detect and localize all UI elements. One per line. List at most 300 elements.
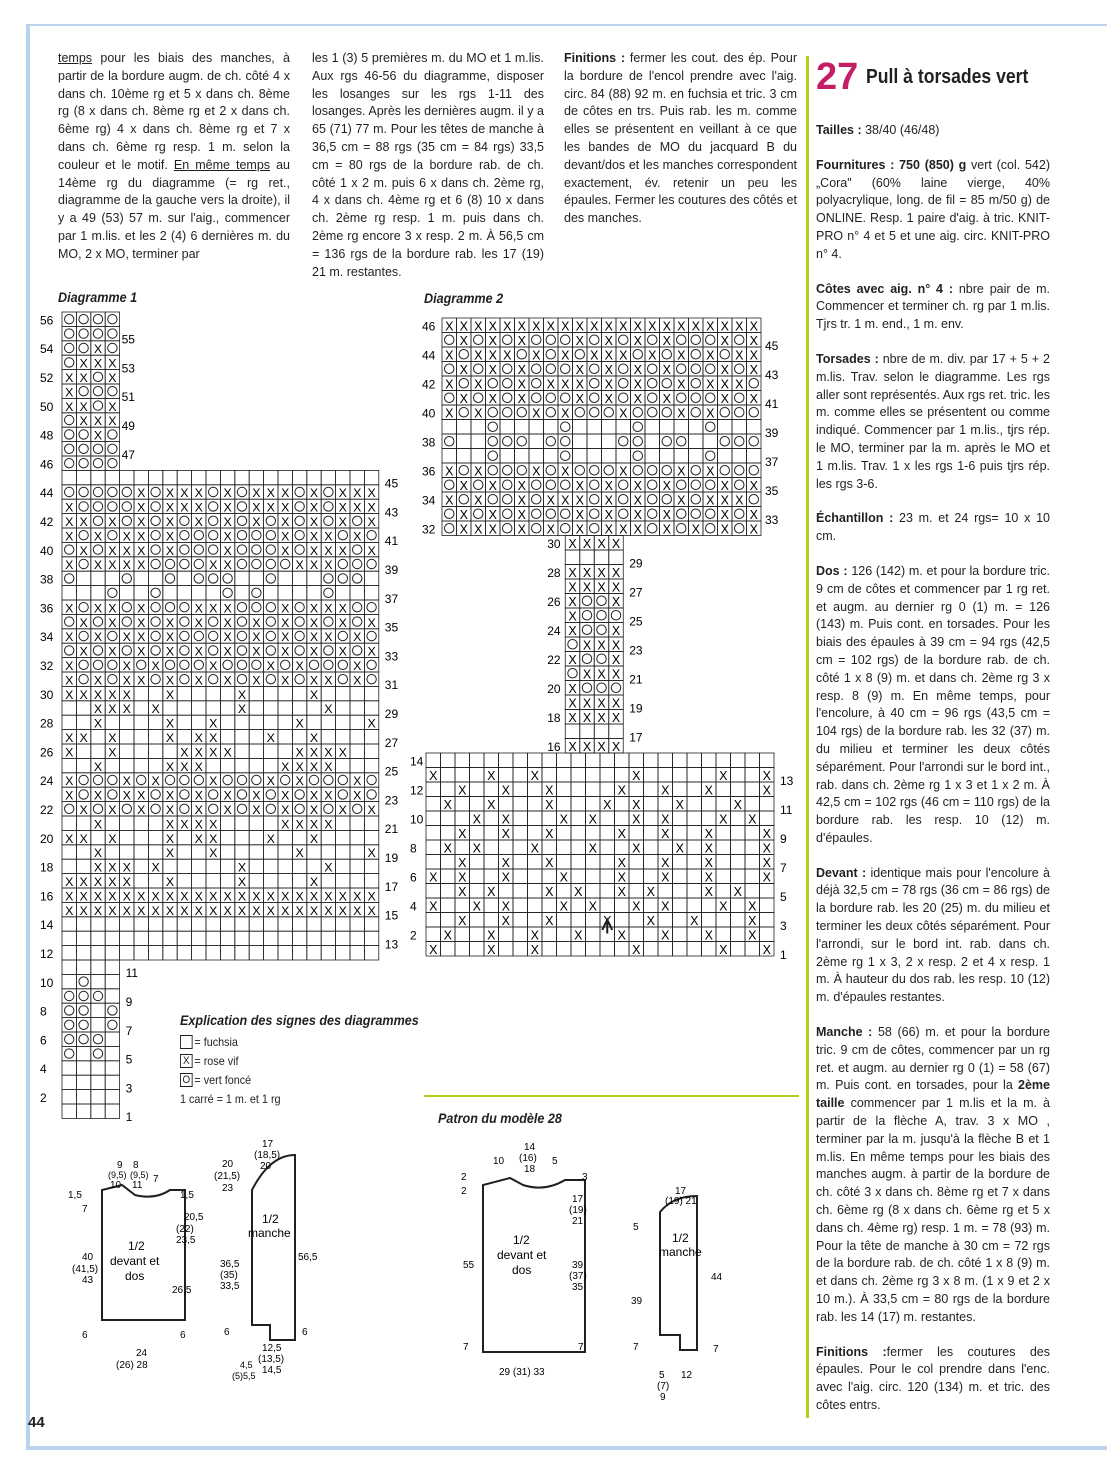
row-number: 5 xyxy=(125,1052,133,1067)
grid-cell xyxy=(745,768,760,783)
row-number: 1 xyxy=(125,1110,133,1125)
x-mark: X xyxy=(445,464,454,479)
x-mark: X xyxy=(459,522,468,537)
x-mark: X xyxy=(122,903,131,918)
grid-cell xyxy=(441,942,456,957)
x-mark: X xyxy=(295,745,304,760)
x-mark: X xyxy=(338,543,347,558)
grid-cell xyxy=(470,753,485,768)
o-mark xyxy=(561,451,571,461)
sch-label: 40 xyxy=(82,1252,94,1263)
grid-cell xyxy=(615,840,630,855)
grid-cell xyxy=(278,874,292,888)
row-number: 30 xyxy=(40,687,54,702)
sch-label: (21,5) xyxy=(214,1171,241,1182)
x-mark: X xyxy=(367,846,376,861)
grid-cell xyxy=(105,1046,119,1060)
grid-cell xyxy=(580,550,595,565)
grid-cell xyxy=(731,898,746,913)
o-mark xyxy=(590,408,600,418)
grid-cell xyxy=(484,898,499,913)
o-mark xyxy=(108,660,117,669)
grid-cell xyxy=(426,811,441,826)
x-mark: X xyxy=(619,464,628,479)
x-mark: X xyxy=(281,644,290,659)
o-mark xyxy=(445,524,455,534)
x-mark: X xyxy=(223,515,232,529)
grid-cell xyxy=(235,946,249,960)
row-number: 2 xyxy=(40,1091,47,1105)
o-mark xyxy=(237,603,246,612)
o-mark xyxy=(252,588,261,597)
grid-cell xyxy=(470,768,485,783)
grid-cell xyxy=(148,715,162,729)
grid-cell xyxy=(528,855,543,870)
o-mark xyxy=(122,502,131,511)
sch-label: 9 xyxy=(660,1392,666,1400)
o-mark xyxy=(151,531,160,540)
legend-rose: = rose vif xyxy=(194,1053,239,1068)
x-mark: X xyxy=(180,745,189,760)
grid-cell xyxy=(529,449,544,464)
x-mark: X xyxy=(338,644,347,659)
grid-cell xyxy=(134,931,148,945)
o-mark xyxy=(151,790,160,799)
x-mark: X xyxy=(546,522,555,537)
x-mark: X xyxy=(501,899,510,914)
o-mark xyxy=(590,364,600,374)
grid-cell xyxy=(600,768,615,783)
grid-cell xyxy=(731,840,746,855)
grid-cell xyxy=(192,946,206,960)
x-mark: X xyxy=(501,856,510,870)
grid-cell xyxy=(134,845,148,859)
o-mark xyxy=(459,379,469,389)
x-mark: X xyxy=(617,870,626,885)
o-mark xyxy=(93,502,102,511)
sch-label: 1/2 xyxy=(672,1231,689,1245)
x-mark: X xyxy=(266,659,275,673)
grid-cell xyxy=(192,686,206,700)
x-mark: X xyxy=(633,493,642,508)
row-number: 34 xyxy=(422,493,436,508)
grid-cell xyxy=(644,869,659,884)
o-mark xyxy=(633,451,643,461)
grid-cell xyxy=(687,840,702,855)
o-mark xyxy=(324,502,333,511)
o-mark xyxy=(691,495,701,505)
label-cotes: Côtes avec aig. n° 4 : xyxy=(816,281,953,296)
x-mark: X xyxy=(582,667,592,682)
x-mark: X xyxy=(719,943,728,957)
o-mark xyxy=(590,524,600,534)
grid-cell xyxy=(484,869,499,884)
x-mark: X xyxy=(295,846,304,861)
x-mark: X xyxy=(517,522,526,537)
x-mark: X xyxy=(223,803,232,817)
x-mark: X xyxy=(165,889,175,904)
x-mark: X xyxy=(281,543,290,558)
grid-cell xyxy=(76,859,90,873)
x-mark: X xyxy=(488,334,497,348)
o-mark xyxy=(295,487,304,496)
x-mark: X xyxy=(443,798,452,812)
grid-cell xyxy=(350,874,364,888)
grid-cell xyxy=(629,826,644,841)
row-number: 18 xyxy=(547,711,561,725)
x-mark: X xyxy=(545,827,554,841)
grid-cell xyxy=(264,845,278,859)
grid-cell xyxy=(673,826,688,841)
grid-cell xyxy=(513,898,528,913)
legend-row-rose xyxy=(180,1051,419,1070)
x-mark: X xyxy=(93,846,103,861)
o-mark xyxy=(79,1020,88,1029)
pattern-title: Pull à torsades vert xyxy=(866,66,1029,88)
o-mark xyxy=(677,364,687,374)
label-dos: Dos : xyxy=(816,563,848,578)
grid-cell xyxy=(426,840,441,855)
grid-cell xyxy=(499,768,514,783)
x-mark: X xyxy=(749,319,758,334)
grid-cell xyxy=(336,874,350,888)
legend-note xyxy=(180,1089,419,1108)
row-number: 44 xyxy=(422,348,436,363)
o-mark xyxy=(611,611,621,621)
o-mark xyxy=(151,646,160,655)
o-mark xyxy=(122,603,131,612)
o-mark xyxy=(691,408,701,418)
grid-cell xyxy=(76,701,90,715)
o-mark xyxy=(445,509,455,519)
x-mark: X xyxy=(65,731,74,745)
grid-cell xyxy=(760,898,775,913)
page-number: 44 xyxy=(28,1414,45,1431)
x-mark: X xyxy=(151,860,160,875)
sch-label: 1,5 xyxy=(68,1190,82,1201)
grid-cell xyxy=(658,797,673,812)
x-mark: X xyxy=(733,798,742,812)
o-mark xyxy=(691,364,701,374)
divider-vertical xyxy=(806,56,809,1418)
o-mark xyxy=(93,444,102,453)
grid-cell xyxy=(105,1075,119,1089)
grid-cell xyxy=(134,686,148,700)
grid-cell xyxy=(470,913,485,928)
x-mark: X xyxy=(93,414,103,429)
grid-cell xyxy=(350,715,364,729)
grid-cell xyxy=(249,830,263,844)
grid-cell xyxy=(336,686,350,700)
o-mark xyxy=(590,379,600,389)
sch-label: (9,5) xyxy=(130,1170,149,1180)
grid-cell xyxy=(264,686,278,700)
o-mark xyxy=(65,358,74,367)
x-mark: X xyxy=(252,644,261,659)
grid-cell xyxy=(249,859,263,873)
x-mark: X xyxy=(223,644,232,659)
x-mark: X xyxy=(93,529,103,544)
grid-cell xyxy=(105,960,119,974)
grid-cell xyxy=(264,758,278,772)
x-mark: X xyxy=(281,486,290,501)
x-mark: X xyxy=(677,406,686,421)
grid-cell xyxy=(177,586,191,600)
o-mark xyxy=(749,408,759,418)
x-mark: X xyxy=(611,566,621,580)
grid-cell xyxy=(470,869,485,884)
x-mark: X xyxy=(661,870,670,885)
o-mark xyxy=(209,804,218,813)
x-mark: X xyxy=(748,812,757,827)
x-mark: X xyxy=(295,716,304,731)
grid-cell xyxy=(745,753,760,768)
grid-cell xyxy=(350,686,364,700)
o-mark xyxy=(79,315,88,324)
x-mark: X xyxy=(617,928,626,943)
o-mark xyxy=(108,459,117,468)
x-mark: X xyxy=(266,731,275,745)
sch-label: 10 xyxy=(110,1180,122,1191)
grid-cell xyxy=(557,753,572,768)
grid-cell xyxy=(91,830,105,844)
x-mark: X xyxy=(367,889,376,904)
grid-cell xyxy=(515,420,530,435)
o-mark xyxy=(324,775,333,784)
x-mark: X xyxy=(749,363,758,377)
x-mark: X xyxy=(503,319,512,334)
x-mark: X xyxy=(517,334,526,348)
x-mark: X xyxy=(603,798,612,812)
grid-cell xyxy=(600,884,615,899)
o-mark xyxy=(295,631,304,640)
x-mark: X xyxy=(65,687,74,702)
diagram-2 xyxy=(410,314,805,994)
o-mark xyxy=(93,487,102,496)
x-mark: X xyxy=(324,860,333,875)
row-number: 28 xyxy=(40,716,54,731)
grid-cell xyxy=(529,420,544,435)
x-mark: X xyxy=(309,788,319,803)
o-mark xyxy=(266,631,275,640)
x-mark: X xyxy=(324,529,333,544)
grid-cell xyxy=(571,811,586,826)
o-mark xyxy=(266,617,275,626)
x-mark: X xyxy=(266,500,275,515)
o-mark xyxy=(488,495,498,505)
grid-cell xyxy=(220,730,234,744)
o-mark xyxy=(735,524,745,534)
row-number: 23 xyxy=(384,793,399,808)
x-mark: X xyxy=(633,363,642,377)
o-mark xyxy=(677,335,687,345)
grid-cell xyxy=(134,586,148,600)
grid-cell xyxy=(364,686,378,700)
grid-cell xyxy=(62,1075,76,1089)
x-mark: X xyxy=(367,903,376,918)
grid-cell xyxy=(350,744,364,758)
o-mark xyxy=(309,660,318,669)
grid-cell xyxy=(91,1090,105,1104)
o-mark xyxy=(503,480,513,490)
row-number: 4 xyxy=(410,899,417,914)
x-mark: X xyxy=(735,348,744,363)
o-mark xyxy=(79,675,88,684)
x-mark: X xyxy=(65,774,74,789)
grid-cell xyxy=(62,586,76,600)
grid-cell xyxy=(703,434,718,449)
x-mark: X xyxy=(517,392,526,406)
x-mark: X xyxy=(720,522,729,537)
o-mark xyxy=(590,495,600,505)
x-mark: X xyxy=(633,334,642,348)
x-mark: X xyxy=(281,889,290,904)
diagram-1 xyxy=(36,308,406,1128)
x-mark: X xyxy=(223,543,232,558)
grid-cell xyxy=(220,686,234,700)
grid-cell xyxy=(336,701,350,715)
grid-cell xyxy=(645,434,660,449)
o-mark xyxy=(209,545,218,554)
o-mark xyxy=(590,480,600,490)
o-mark xyxy=(281,559,290,568)
o-mark xyxy=(503,379,513,389)
o-mark xyxy=(561,524,571,534)
o-mark xyxy=(137,660,146,669)
grid-cell xyxy=(702,768,717,783)
o-mark xyxy=(266,603,275,612)
grid-cell xyxy=(645,449,660,464)
grid-cell xyxy=(62,845,76,859)
x-mark: X xyxy=(252,889,261,904)
finitions-label: Finitions : xyxy=(564,51,626,65)
row-number: 3 xyxy=(780,918,787,933)
grid-cell xyxy=(76,1090,90,1104)
x-mark: X xyxy=(559,812,568,827)
grid-cell xyxy=(278,586,292,600)
o-mark xyxy=(367,790,376,799)
sch-label: 7 xyxy=(463,1342,469,1353)
x-mark: X xyxy=(353,659,362,673)
o-mark xyxy=(65,545,74,554)
o-mark xyxy=(252,603,261,612)
underlined-text: En même temps xyxy=(173,157,271,172)
grid-cell xyxy=(499,942,514,957)
x-mark: X xyxy=(459,334,468,348)
text-manche-c: commencer par 1 m.lis et la m. à partir de la flèche A, trav. 3 x MO , terminer par la m. jusqu'à la flèche B et 1 m.lis. En même temps pour les biais des manches augm. à partir de la bordure de ch. côté 3 x dans ch. 8ème rg et 7 x dans ch. 6ème rg (8 x dans ch. 6ème rg et 5 x dans ch. 4ème rg) resp. 1 m. = 78 (93) m. Pour la tête de manche à 30 cm = 72 rgs de la bordure rab. de ch. côté 1 x 8 (9) m. et dans ch. 2ème rg 3 x 8 m. (1 x 9 et 2 x 10 m.). À 33,5 cm = 80 rgs de la bordure rab. les 14 (17) m. restantes. xyxy=(816,1096,1050,1324)
grid-cell xyxy=(148,946,162,960)
sch-label: 55 xyxy=(463,1260,475,1271)
o-mark xyxy=(180,675,189,684)
o-mark xyxy=(209,502,218,511)
o-mark xyxy=(223,775,232,784)
grid-cell xyxy=(499,753,514,768)
x-mark: X xyxy=(487,885,496,899)
row-number: 11 xyxy=(780,802,793,817)
legend-row-vert xyxy=(180,1070,419,1089)
o-mark xyxy=(633,466,643,476)
grid-cell xyxy=(307,931,321,945)
o-mark xyxy=(691,509,701,519)
grid-cell xyxy=(528,884,543,899)
x-mark: X xyxy=(661,928,670,943)
grid-cell xyxy=(364,931,378,945)
row-number: 39 xyxy=(384,563,399,577)
x-mark: X xyxy=(632,943,641,957)
row-number: 19 xyxy=(629,701,643,716)
x-mark: X xyxy=(137,673,146,688)
x-mark: X xyxy=(603,914,612,928)
x-mark: X xyxy=(662,522,671,537)
o-mark xyxy=(79,991,88,1000)
x-mark: X xyxy=(108,745,117,760)
x-mark: X xyxy=(65,399,74,414)
grid-cell xyxy=(571,855,586,870)
x-mark: X xyxy=(459,319,468,334)
grid-cell xyxy=(586,826,601,841)
x-mark: X xyxy=(65,515,74,529)
x-mark: X xyxy=(704,856,713,870)
grid-cell xyxy=(542,840,557,855)
x-mark: X xyxy=(209,774,218,789)
grid-cell xyxy=(249,686,263,700)
o-mark xyxy=(597,654,607,664)
grid-cell xyxy=(336,586,350,600)
x-mark: X xyxy=(762,827,771,841)
sch-label: 56,5 xyxy=(298,1252,318,1263)
grid-cell xyxy=(292,830,306,844)
x-mark: X xyxy=(545,856,554,870)
o-mark xyxy=(324,646,333,655)
o-mark xyxy=(633,437,643,447)
o-mark xyxy=(237,516,246,525)
o-mark xyxy=(597,683,607,693)
x-mark: X xyxy=(151,889,160,904)
grid-cell xyxy=(220,470,234,484)
x-mark: X xyxy=(194,500,203,515)
sch-label: dos xyxy=(125,1269,145,1283)
grid-cell xyxy=(687,797,702,812)
x-mark: X xyxy=(338,615,347,630)
x-mark: X xyxy=(93,702,103,717)
o-mark xyxy=(165,775,174,784)
sch-label: (26) 28 xyxy=(116,1360,148,1371)
x-mark: X xyxy=(597,740,606,754)
grid-cell xyxy=(264,586,278,600)
grid-cell xyxy=(484,840,499,855)
x-mark: X xyxy=(165,543,175,558)
x-mark: X xyxy=(575,392,584,406)
row-number: 10 xyxy=(410,812,424,827)
x-mark: X xyxy=(574,885,583,899)
o-mark xyxy=(180,516,189,525)
grid-cell xyxy=(120,931,134,945)
o-mark xyxy=(691,480,701,490)
grid-cell xyxy=(134,946,148,960)
grid-cell xyxy=(278,830,292,844)
row-number: 13 xyxy=(780,773,794,788)
x-mark: X xyxy=(582,580,592,595)
grid-cell xyxy=(571,797,586,812)
o-mark xyxy=(108,502,117,511)
x-mark: X xyxy=(661,783,670,798)
sch-label: 24 xyxy=(136,1348,148,1359)
o-mark xyxy=(295,804,304,813)
x-mark: X xyxy=(108,875,117,889)
o-mark xyxy=(266,574,275,583)
x-mark: X xyxy=(604,363,613,377)
x-mark: X xyxy=(487,943,496,957)
